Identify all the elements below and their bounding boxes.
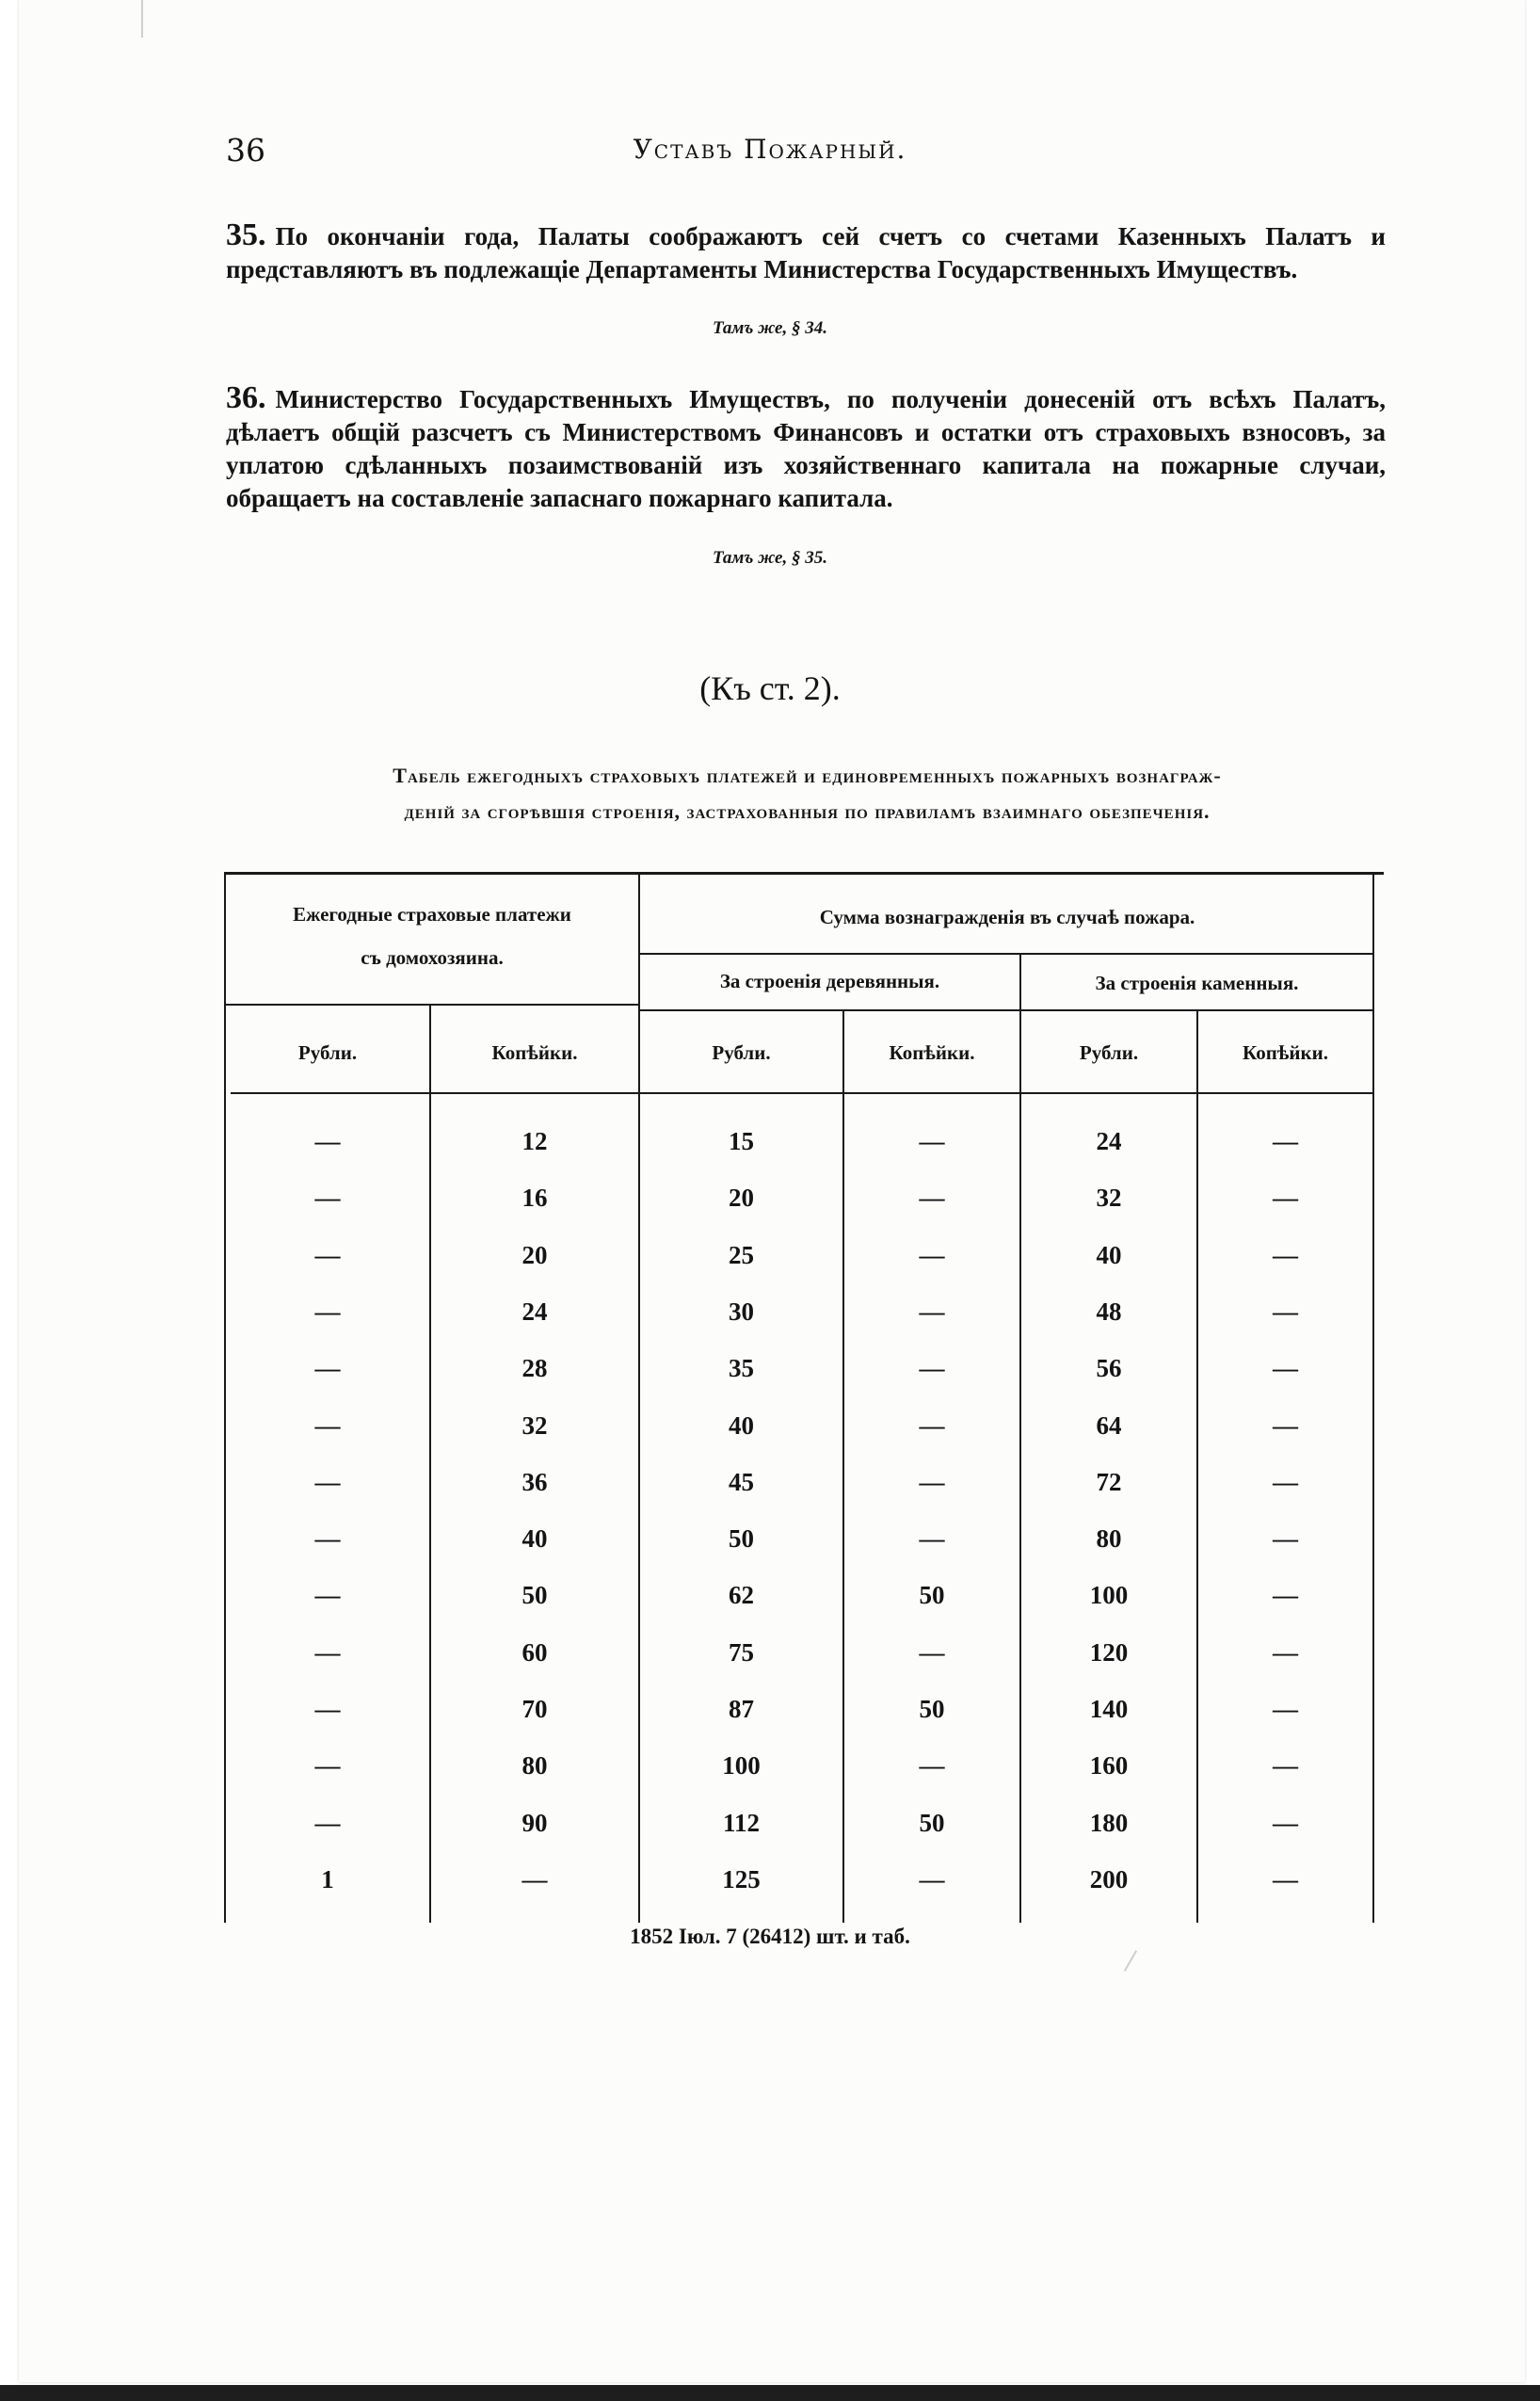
appendix-reference: (Къ ст. 2). [699,669,841,707]
article-number: 35. [226,218,266,252]
article-36-text [226,381,1386,515]
scan-mark [141,0,143,38]
table-cell: 140 [1089,1695,1129,1723]
table-cell: — [1273,1809,1298,1837]
table-cell: 20 [521,1241,548,1269]
table-cell: — [314,1297,341,1326]
scan-border [0,2385,1540,2401]
table-cell: — [919,1354,945,1382]
table-cell: 72 [1096,1468,1122,1496]
table-cell: 50 [919,1581,945,1609]
table-cell: — [1273,1411,1298,1440]
table-cell: 120 [1089,1638,1129,1667]
table-cell: 40 [521,1524,548,1553]
article-35-source: Тамъ же, § 34. [713,318,827,338]
table-cell: — [919,1297,945,1326]
table-cell: — [1273,1865,1298,1893]
table-cell: — [314,1411,341,1440]
article-36 [226,381,1386,515]
table-cell: — [919,1184,945,1212]
table-cell: 70 [521,1695,548,1723]
table-title-line: деній за сгорѣвшія строенія, застрахованныя по правиламъ взаимнаго обезпеченія. [404,799,1211,823]
table-cell: — [1273,1354,1298,1382]
table-cell: 32 [1096,1184,1122,1212]
table-cell: 32 [521,1411,548,1440]
table-cell: 75 [729,1638,754,1667]
table-cell: — [314,1809,341,1837]
article-body: Министерство Государственныхъ Имуществъ, по полученіи донесеній отъ всѣхъ Палатъ, дѣлаетъ общій разсчетъ съ Министерствомъ Финансовъ и остатки отъ страховыхъ взносовъ, за уплатою сдѣланныхъ позаимствованій изъ хозяйственнаго капитала на пожарные случаи, обращаетъ на составленіе запаснаго пожарнаго капитала. [226,385,1386,512]
table-cell: — [1273,1468,1298,1496]
table-cell: — [314,1127,341,1155]
table-cell: 1 [321,1865,334,1893]
table-cell: — [1273,1581,1298,1609]
article-body: По окончаніи года, Палаты соображаютъ сей счетъ со счетами Казенныхъ Палатъ и представляютъ въ подлежащіе Департаменты Министерства Государственныхъ Имуществъ. [226,222,1386,283]
table-cell: — [1273,1297,1298,1326]
table-cell: — [919,1127,945,1155]
table-cell: 160 [1089,1751,1129,1780]
col-kopecks: Копѣйки. [889,1041,975,1064]
col-rubles: Рубли. [1079,1041,1139,1064]
table-cell: 24 [1096,1127,1122,1155]
table-cell: 60 [521,1638,548,1667]
table-cell: 36 [521,1468,548,1496]
table-cell: 40 [729,1411,754,1440]
table-cell: 80 [521,1751,548,1780]
table-cell: 87 [729,1695,754,1723]
table-title-line: Табель ежегодныхъ страховыхъ платежей и единовременныхъ пожарныхъ вознаграж- [393,764,1222,787]
table-cell: 80 [1096,1524,1122,1553]
table-cell: — [314,1354,341,1382]
col-rubles: Рубли. [712,1041,771,1064]
table-cell: — [314,1184,341,1212]
table-cell: 16 [521,1184,548,1212]
table-cell: — [314,1468,341,1496]
table-cell: 180 [1089,1809,1129,1837]
table-cell: 20 [729,1184,754,1212]
table-cell: 45 [729,1468,754,1496]
table-cell: 24 [521,1297,548,1326]
table-cell: — [1273,1127,1298,1155]
table-cell: 200 [1089,1865,1129,1893]
article-35 [226,218,1386,286]
table-cell: 50 [521,1581,548,1609]
table-cell: — [521,1865,548,1893]
article-number: 36. [226,380,266,415]
table-cell: 56 [1096,1354,1122,1382]
running-head [0,132,1540,169]
col-rubles: Рубли. [297,1041,358,1064]
table-cell: — [314,1524,341,1553]
running-title: Уставъ Пожарный. [633,134,907,165]
header-wooden: За строенія деревянныя. [719,970,940,992]
table-cell: — [919,1468,945,1496]
table-cell: 100 [1089,1581,1129,1609]
table-cell: 112 [722,1809,760,1837]
col-kopecks: Копѣйки. [1243,1041,1328,1064]
table-cell: 40 [1096,1241,1122,1269]
table-cell: 50 [919,1809,945,1837]
col-kopecks: Копѣйки. [491,1041,578,1064]
page-number: 36 [226,132,265,169]
footer-reference: 1852 Іюл. 7 (26412) шт. и таб. [630,1925,910,1948]
table-cell: — [919,1638,945,1667]
table-cell: — [1273,1524,1298,1553]
header-stone: За строенія каменныя. [1095,972,1299,994]
table-cell: — [1273,1184,1298,1212]
table-cell: — [1273,1638,1298,1667]
table-cell: — [314,1638,341,1667]
header-line: Ежегодные страховые платежи [293,903,571,926]
article-36-source: Тамъ же, § 35. [713,548,827,568]
table-cell: — [314,1695,341,1723]
table-cell: 35 [729,1354,754,1382]
table-cell: — [919,1865,945,1893]
table-cell: — [314,1751,341,1780]
table-cell: — [919,1524,945,1553]
table-cell: — [1273,1241,1298,1269]
article-35-text [226,218,1386,286]
table-cell: 64 [1096,1411,1122,1440]
table-cell: 100 [722,1751,761,1780]
header-award: Сумма вознагражденія въ случаѣ пожара. [819,906,1195,928]
table-cell: 28 [521,1354,548,1382]
table-title [221,758,1393,830]
scanned-page [19,0,1525,2382]
table-cell: 50 [919,1695,945,1723]
table-cell: — [314,1241,341,1269]
table-cell: 15 [729,1127,754,1155]
table-cell: 25 [729,1241,754,1269]
table-cell: 50 [729,1524,754,1553]
table-cell: — [919,1751,945,1780]
table-cell: — [919,1241,945,1269]
table-cell: — [314,1581,341,1609]
table-cell: — [919,1411,945,1440]
table-cell: — [1273,1695,1298,1723]
table-cell: 48 [1096,1297,1122,1326]
header-line: съ домохозяина. [361,946,504,969]
table-cell: 12 [521,1127,548,1155]
table-cell: 90 [521,1809,548,1837]
table-cell: 125 [722,1865,761,1893]
table-cell: 30 [729,1297,754,1326]
table-cell: 62 [729,1581,754,1609]
table-cell: — [1273,1751,1298,1780]
